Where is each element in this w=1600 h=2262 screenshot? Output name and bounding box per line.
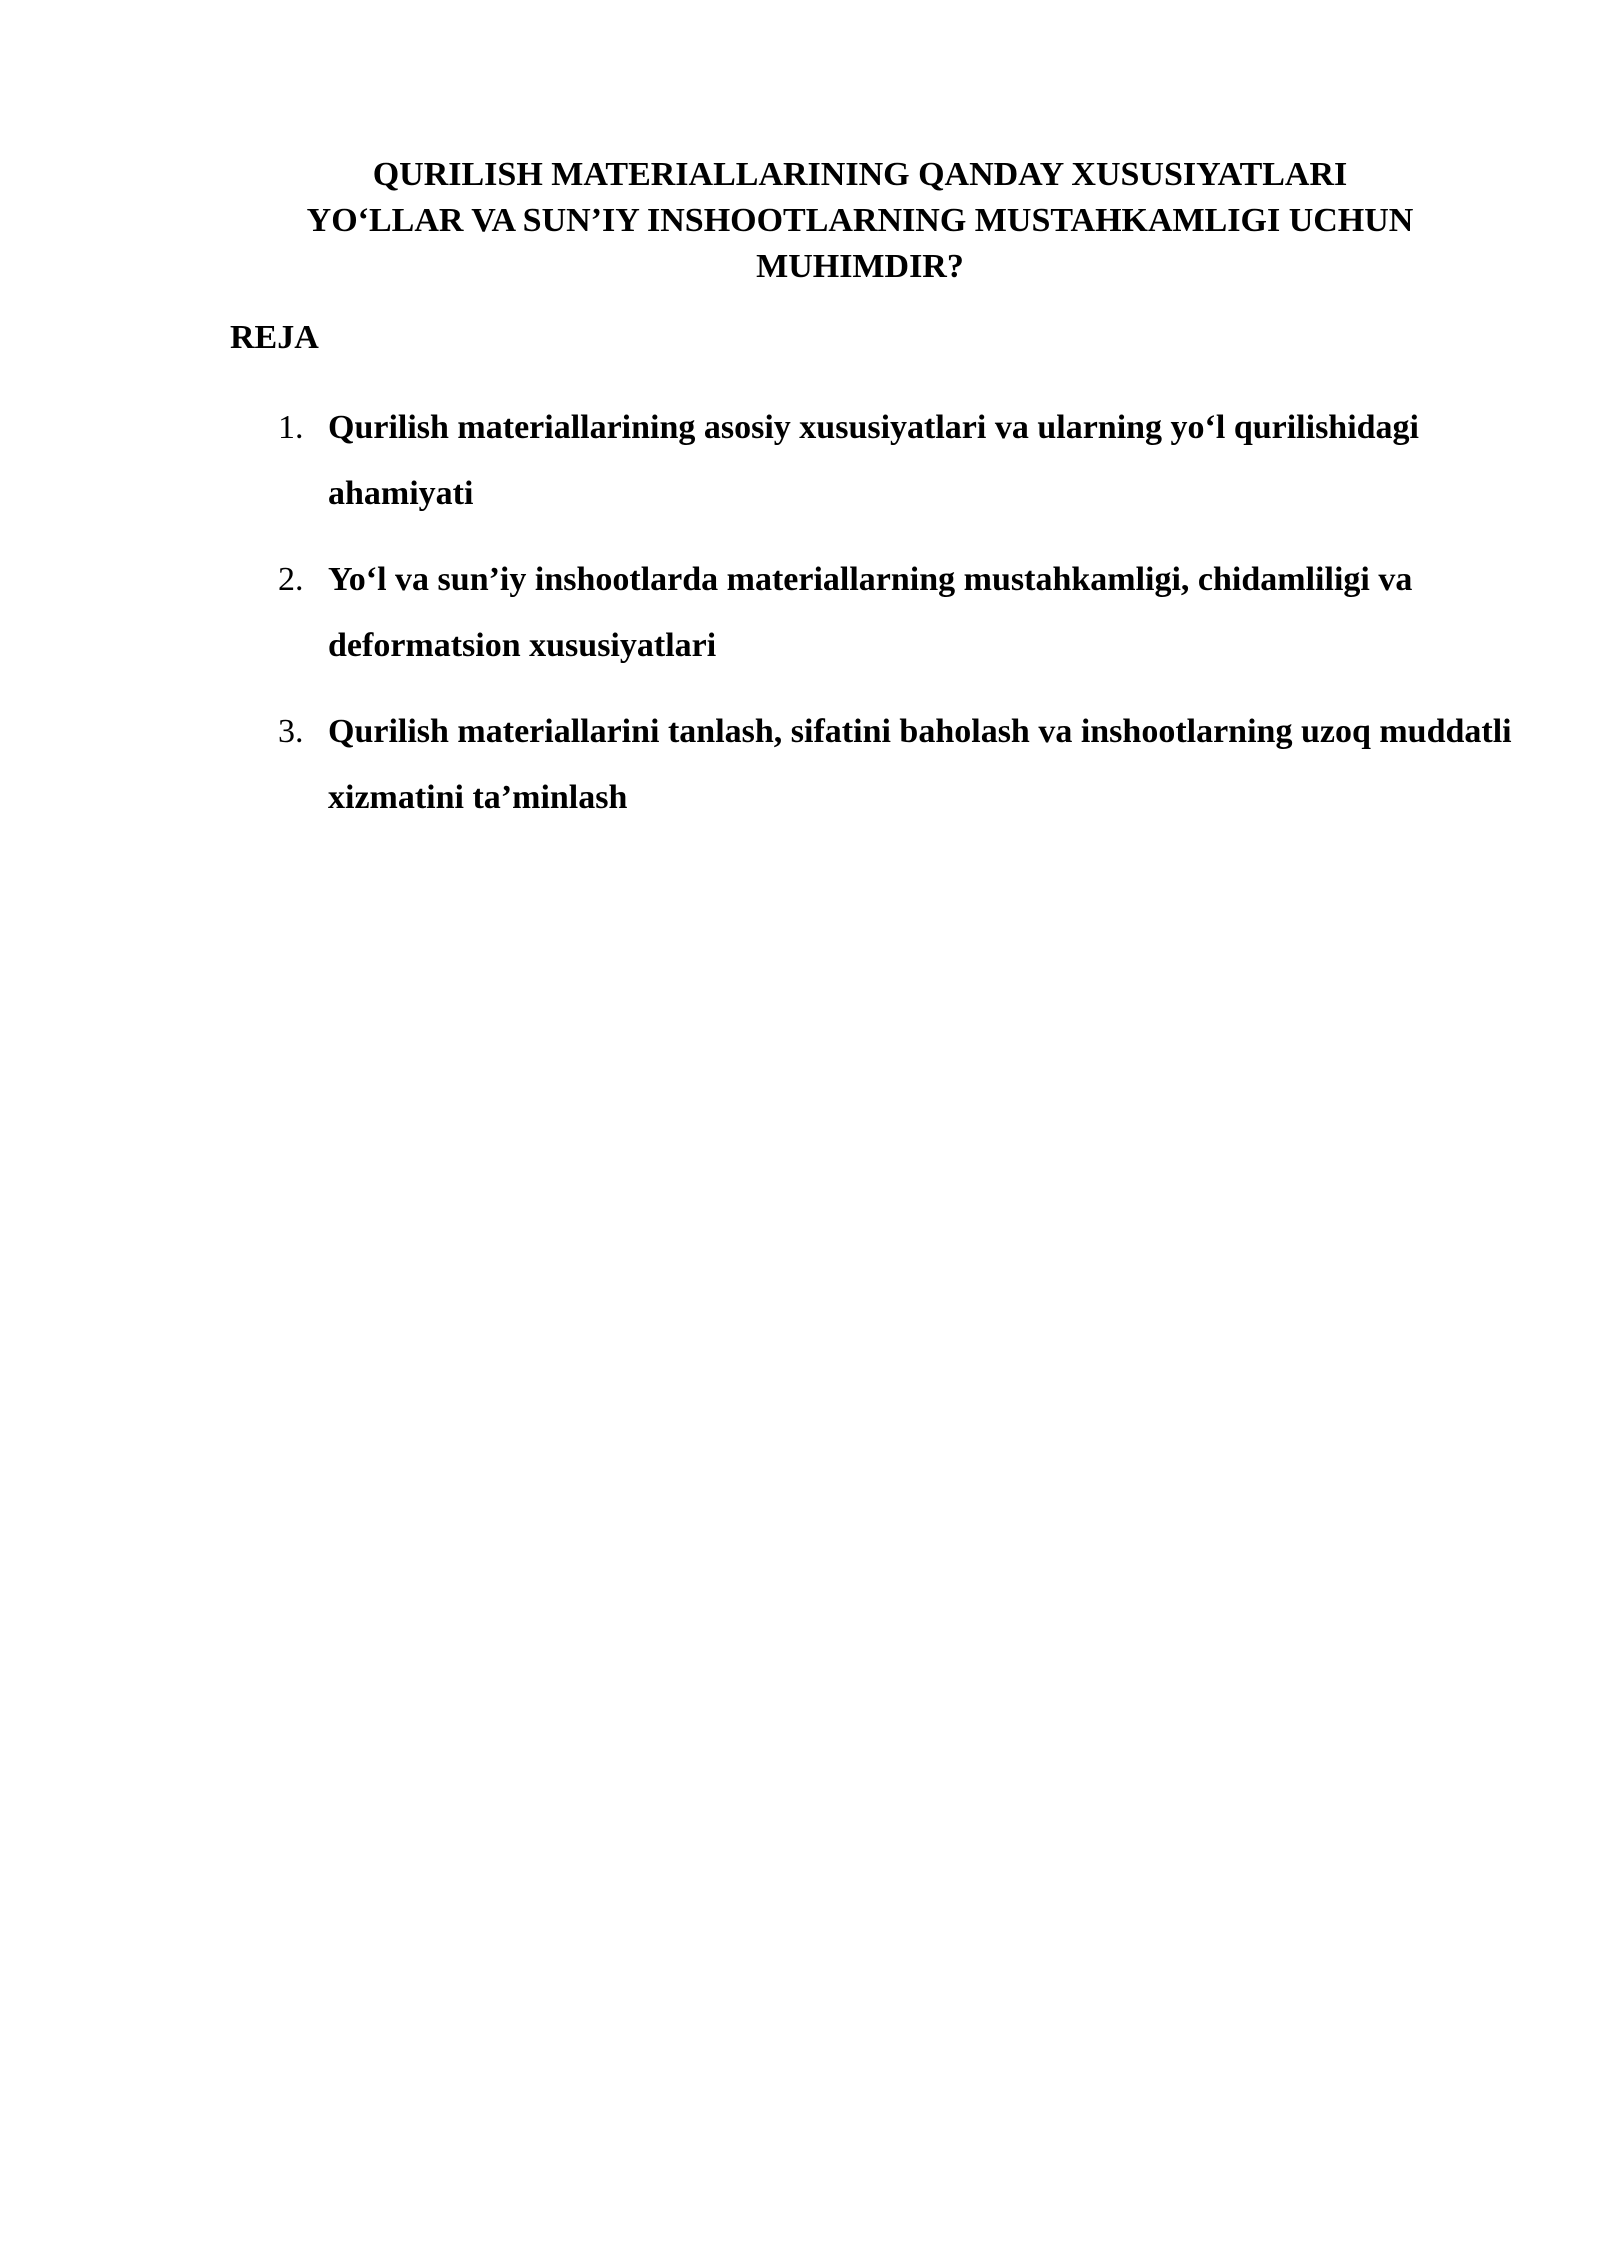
page-title [230, 152, 1490, 290]
plan-item-3 [230, 699, 1520, 831]
plan-item-number: 1. [278, 409, 304, 446]
plan-item-1 [230, 395, 1520, 527]
plan-item-text: Yo‘l va sun’iy inshootlarda materiallarning mustahkamligi, chidamliligi va deformatsion xususiyatlari [328, 561, 1413, 664]
title-line-1: QURILISH MATERIALLARINING QANDAY XUSUSIYATLARI [372, 156, 1348, 193]
plan-item-number: 2. [278, 561, 304, 598]
title-line-2: YO‘LLAR VA SUN’IY INSHOOTLARNING MUSTAHKAMLIGI UCHUN [306, 202, 1414, 239]
plan-item-text: Qurilish materiallarining asosiy xususiyatlari va ularning yo‘l qurilishidagi ahamiyati [328, 409, 1420, 512]
plan-list [230, 395, 1520, 851]
title-line-3: MUHIMDIR? [756, 248, 964, 285]
plan-item-number: 3. [278, 713, 304, 750]
plan-item-text: Qurilish materiallarini tanlash, sifatini baholash va inshootlarning uzoq muddatli xizmatini ta’minlash [328, 713, 1512, 816]
section-heading: REJA [230, 319, 319, 356]
plan-item-2 [230, 547, 1520, 679]
